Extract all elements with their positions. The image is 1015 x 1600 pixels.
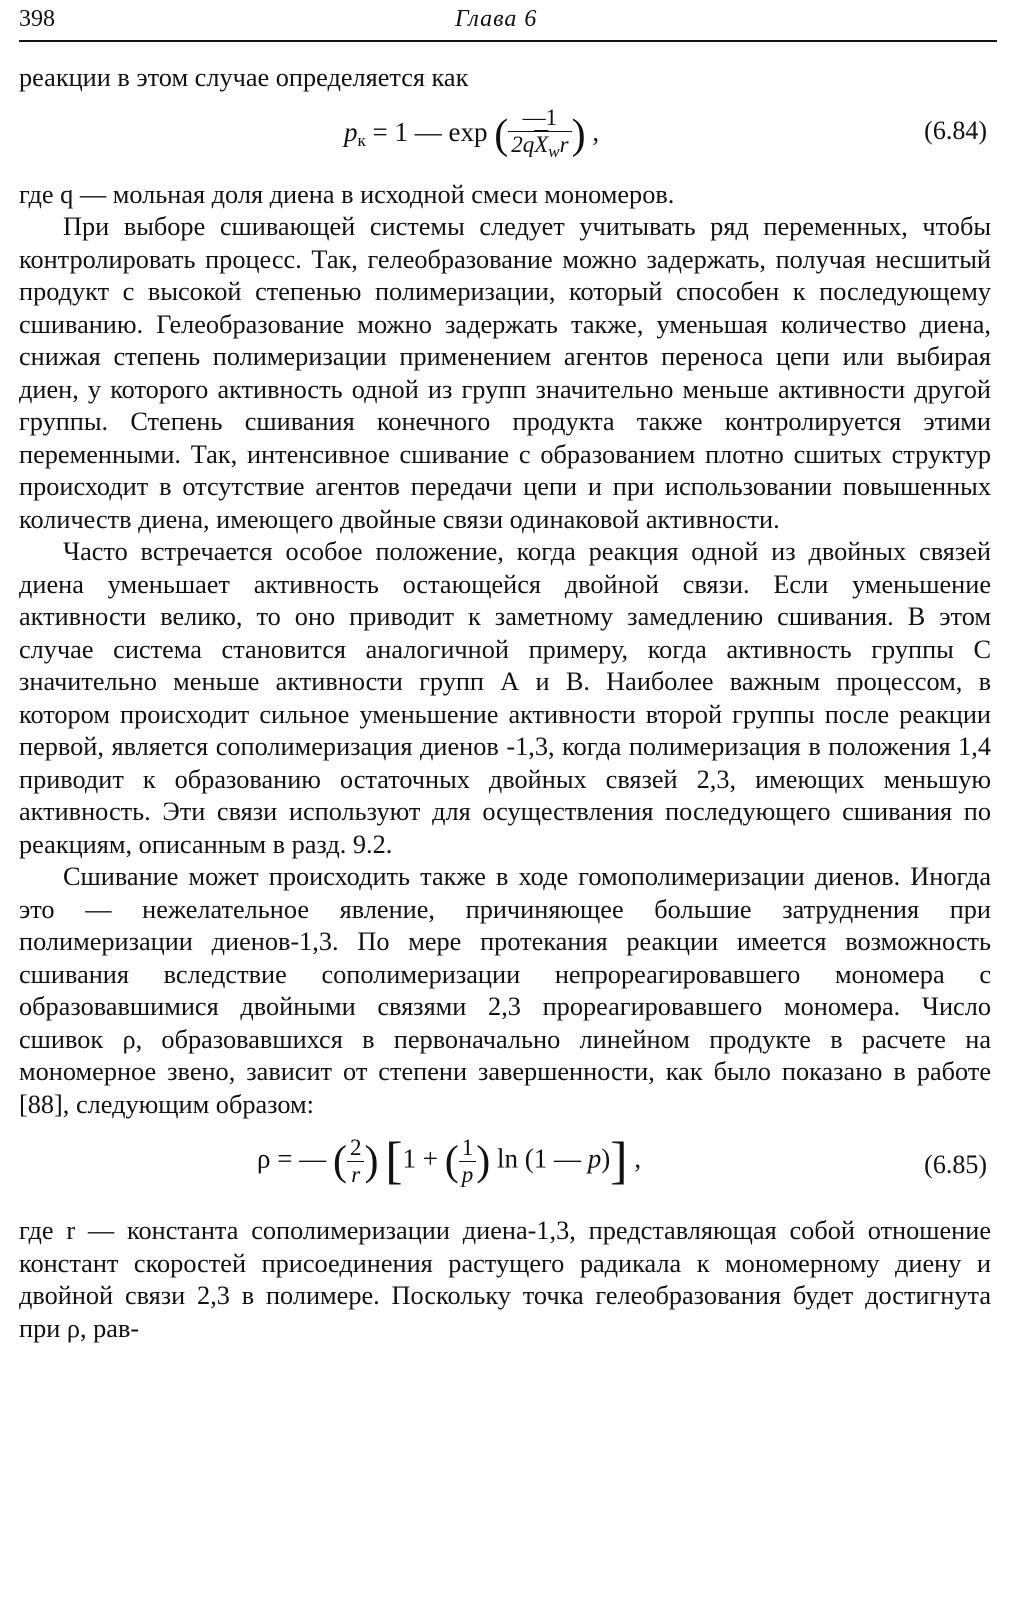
eq85-ln: ln (1 — [497, 1143, 588, 1174]
eq85-fraction-2 [459, 1135, 477, 1188]
eq84-numerator: —1 [508, 105, 571, 132]
body-text [19, 62, 991, 1345]
running-head [19, 4, 997, 42]
eq85-paren-open-1: ( [332, 1138, 347, 1185]
eq85-fraction-1 [347, 1135, 365, 1188]
eq84-rhs: = 1 — exp [372, 116, 488, 147]
equation-number-6-84: (6.84) [924, 115, 987, 145]
eq85-f2-numerator: 1 [459, 1135, 477, 1162]
eq84-lhs: p [344, 116, 358, 147]
eq85-f1-numerator: 2 [347, 1135, 365, 1162]
equation-6-85 [19, 1121, 991, 1215]
eq84-paren-open: ( [494, 111, 509, 158]
eq85-close: ) [601, 1143, 611, 1174]
eq85-one-plus: 1 + [402, 1143, 439, 1174]
eq84-denominator [508, 132, 571, 165]
eq85-f1-denominator: r [351, 1162, 361, 1187]
equation-number-6-85: (6.85) [924, 1150, 987, 1179]
eq85-paren-open-2: ( [444, 1138, 459, 1185]
eq84-lhs-sub: к [357, 130, 366, 150]
eq84-fraction [508, 105, 571, 165]
eq85-bracket-close: ] [610, 1132, 628, 1190]
eq85-p: p [587, 1143, 602, 1174]
eq84-comma: , [592, 116, 600, 147]
page-number: 398 [19, 6, 55, 32]
eq85-paren-close-2: ) [476, 1138, 491, 1185]
paragraph-crosslinking-system: При выборе сшивающей системы следует учитывать ряд переменных, чтобы контролировать процесс. Так, гелеобразование можно задержать, получая несшитый продукт с высокой степенью полимеризации, который способен к последующему сшиванию. Гелеобразование можно задержать также, уменьшая количество диена, снижая степень полимеризации применением агентов переноса цепи или выбирая диен, у которого активность одной из групп значительно меньше активности другой группы. Степень сшивания конечного продукта также контролируется этими переменными. Так, интенсивное сшивание с образованием плотно сшитых структур происходит в отсутствие агентов передачи цепи и при использовании повышенных количеств диена, имеющего двойные связи одинаковой активности. [19, 212, 991, 534]
paragraph-homopolymerization: Сшивание может происходить также в ходе гомополимеризации диенов. Иногда это — нежелательное явление, причиняющее большие затруднения при полимеризации диенов-1,3. По мере протекания реакции имеется возможность сшивания вследствие сополимеризации непрореагировавшего мономера с образовавшимися двойными связями 2,3 прореагировавшего мономера. Число сшивок ρ, образовавшихся в первоначально линейном продукте в расчете на мономерное звено, зависит от степени завершенности, как было показано в работе [88], следующим образом: [19, 862, 991, 1119]
paragraph-special-case: Часто встречается особое положение, когда реакция одной из двойных связей диена уменьшает активность остающейся двойной связи. Если уменьшение активности велико, то оно приводит к заметному замедлению сшивания. В этом случае система становится аналогичной примеру, когда активность группы С значительно меньше активности групп А и В. Наиболее важным процессом, в котором происходит сильное уменьшение активности второй группы после реакции первой, является сополимеризация диенов -1,3, когда полимеризация в положения 1,4 приводит к образованию остаточных двойных связей 2,3, имеющих меньшую активность. Эти связи используют для осуществления последующего сшивания по реакциям, описанным в разд. 9.2. [19, 537, 991, 859]
eq84-den-w: w [548, 141, 560, 161]
eq84-den-2q: 2q [511, 131, 535, 157]
paragraph-intro: реакции в этом случае определяется как [19, 63, 469, 92]
eq85-bracket-open: [ [385, 1132, 403, 1190]
eq85-lhs: ρ = — [257, 1143, 327, 1174]
chapter-title: Глава 6 [455, 6, 538, 32]
eq84-den-x: $\overline{X}$ [534, 131, 549, 157]
eq84-den-r: r [559, 131, 569, 157]
eq84-paren-close: ) [571, 111, 586, 158]
paragraph-where-r: где r — константа сополимеризации диена-1,3, представляющая собой отношение констант скоростей присоединения растущего радикала к мономерному диену и двойной связи 2,3 в полимере. Поскольку точка гелеобразования будет достигнута при ρ, рав- [19, 1216, 991, 1343]
equation-6-84 [19, 95, 991, 179]
eq85-comma: , [634, 1143, 642, 1174]
eq85-f2-denominator: p [461, 1162, 474, 1187]
eq85-paren-close-1: ) [364, 1138, 379, 1185]
paragraph-where-q: где q — мольная доля диена в исходной смеси мономеров. [19, 179, 675, 209]
